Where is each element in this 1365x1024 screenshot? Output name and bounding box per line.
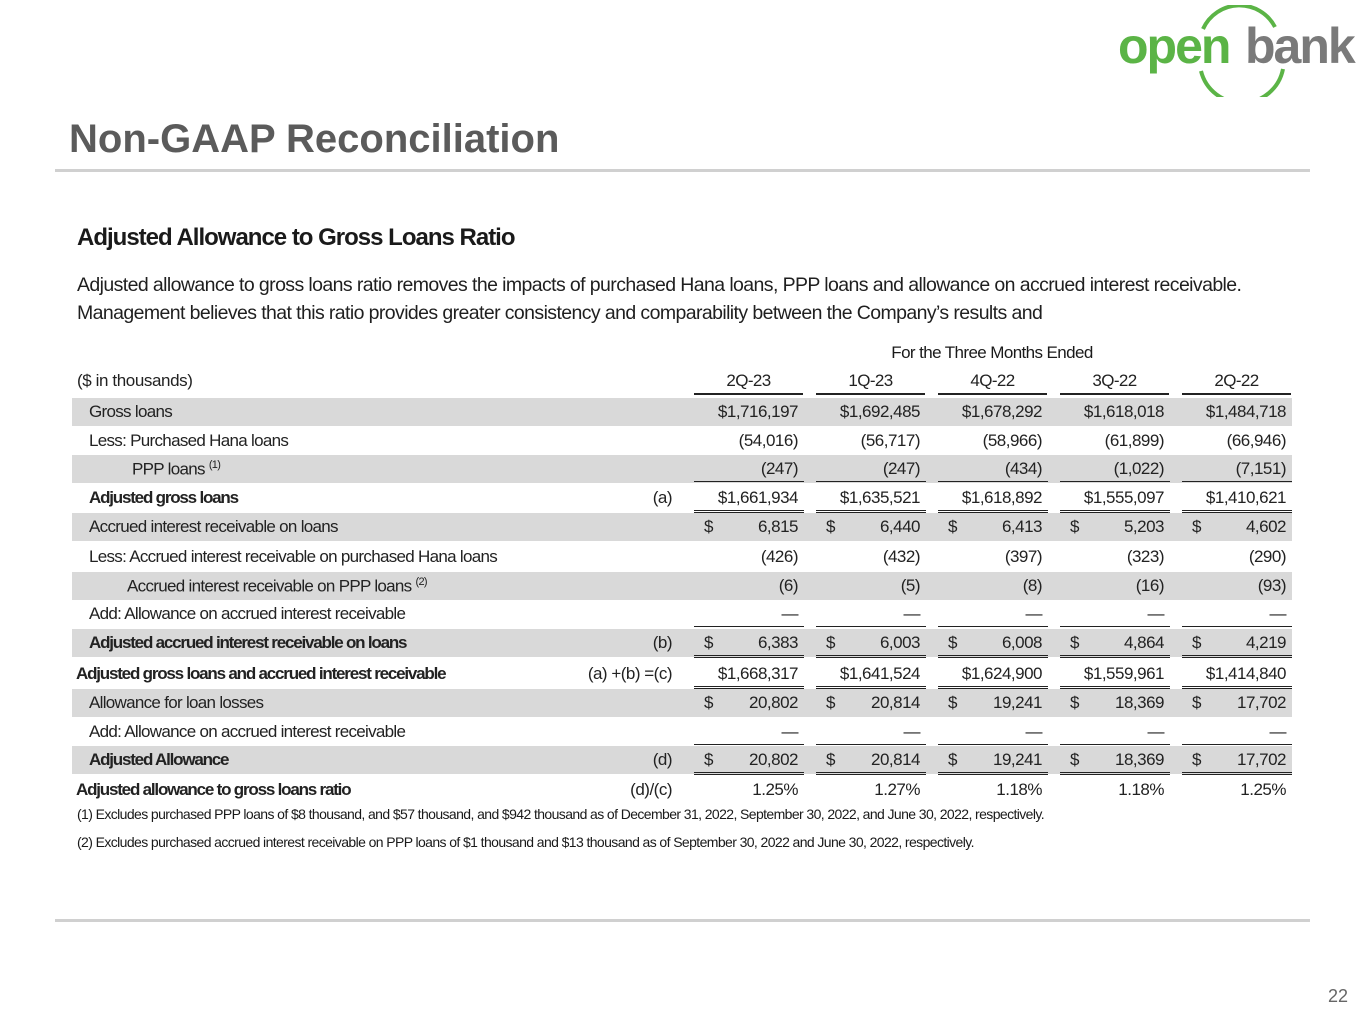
row-label-text: Add: Allowance on accrued interest receivable (89, 604, 406, 623)
table-cell (694, 604, 804, 627)
table-cell (1182, 547, 1292, 569)
table-cell (938, 633, 1048, 658)
row-label (89, 693, 263, 713)
page-number: 22 (1327, 986, 1348, 1006)
page-title: Non-GAAP Reconciliation (69, 117, 560, 161)
cell-value: 4,864 (1123, 633, 1164, 652)
cell-value: (16) (1135, 576, 1164, 595)
currency-symbol: $ (948, 693, 957, 712)
table-row (72, 629, 1292, 657)
table-cell (1182, 693, 1292, 715)
footer-divider (55, 919, 1310, 922)
table-cell (694, 722, 804, 745)
table-cell (694, 633, 804, 658)
cell-value: 20,802 (749, 750, 798, 769)
table-cell (816, 693, 926, 715)
cell-value: — (903, 604, 920, 623)
table-cell (938, 517, 1048, 539)
cell-value: 17,702 (1237, 750, 1286, 769)
table-row (72, 513, 1292, 541)
cell-value: $1,414,840 (1205, 664, 1286, 683)
table-cell (1060, 604, 1170, 627)
cell-value: — (1269, 604, 1286, 623)
cell-value: 18,369 (1115, 750, 1164, 769)
currency-symbol: $ (704, 693, 713, 712)
table-cell (1060, 431, 1170, 453)
table-cell (816, 459, 926, 482)
table-cell (816, 664, 926, 689)
table-cell (694, 459, 804, 482)
table-cell (694, 693, 804, 715)
row-label-text: Allowance for loan losses (89, 693, 264, 712)
table-row (72, 455, 1292, 483)
table-cell (1060, 459, 1170, 482)
column-header: 4Q-22 (938, 371, 1047, 395)
table-cell (1182, 633, 1292, 658)
cell-value: 20,814 (871, 750, 920, 769)
table-cell (816, 402, 926, 424)
cell-value: 6,815 (757, 517, 798, 536)
table-cell (1182, 488, 1292, 513)
currency-symbol: $ (826, 693, 835, 712)
table-cell (816, 722, 926, 745)
cell-value: $1,618,018 (1083, 402, 1164, 421)
cell-value: — (1147, 722, 1164, 741)
row-label (89, 722, 405, 742)
cell-value: (397) (1004, 547, 1042, 566)
cell-value: — (1147, 604, 1164, 623)
table-cell (1060, 402, 1170, 424)
table-cell (1182, 780, 1292, 802)
footnote-marker: (2) (415, 576, 427, 588)
row-label (89, 633, 406, 653)
cell-value: (54,016) (738, 431, 798, 450)
table-cell (1182, 750, 1292, 775)
cell-value: $1,618,892 (961, 488, 1042, 507)
currency-symbol: $ (704, 750, 713, 769)
table-cell (938, 402, 1048, 424)
cell-value: 19,241 (993, 693, 1042, 712)
cell-value: $1,410,621 (1205, 488, 1286, 507)
table-row (72, 600, 1292, 628)
table-cell (816, 517, 926, 539)
currency-symbol: $ (1192, 750, 1201, 769)
cell-value: $1,635,521 (839, 488, 920, 507)
row-label (89, 750, 228, 770)
row-label (132, 459, 220, 480)
cell-value: (5) (900, 576, 920, 595)
row-label (76, 664, 445, 684)
table-row (72, 746, 1292, 774)
currency-symbol: $ (826, 633, 835, 652)
row-label-text: PPP loans (132, 459, 205, 479)
cell-value: $1,678,292 (961, 402, 1042, 421)
cell-value: 1.27% (874, 780, 920, 799)
table-cell (694, 547, 804, 569)
currency-symbol: $ (1070, 750, 1079, 769)
cell-value: 20,814 (871, 693, 920, 712)
currency-symbol: $ (948, 633, 957, 652)
table-cell (938, 431, 1048, 453)
row-reference: (a) (652, 488, 672, 507)
row-label-text: Accrued interest receivable on loans (89, 517, 338, 536)
cell-value: — (1025, 722, 1042, 741)
table-cell (816, 780, 926, 802)
table-cell (694, 576, 804, 598)
currency-symbol: $ (948, 750, 957, 769)
column-header: 2Q-22 (1182, 371, 1291, 395)
cell-value: 6,440 (879, 517, 920, 536)
table-cell (938, 488, 1048, 513)
table-cell (938, 604, 1048, 627)
table-cell (1182, 459, 1292, 482)
cell-value: (247) (760, 459, 798, 478)
table-cell (938, 780, 1048, 802)
title-divider (55, 169, 1310, 172)
table-cell (938, 664, 1048, 689)
row-label-text: Accrued interest receivable on PPP loans (127, 576, 412, 596)
cell-value: 19,241 (993, 750, 1042, 769)
table-row (72, 427, 1292, 455)
cell-value: 6,003 (879, 633, 920, 652)
cell-value: (434) (1004, 459, 1042, 478)
row-label-text: Adjusted gross loans (89, 488, 238, 507)
table-row (72, 543, 1292, 571)
row-label-text: Less: Purchased Hana loans (89, 431, 289, 450)
row-label-text: Less: Accrued interest receivable on purchased Hana loans (89, 547, 498, 566)
column-header: 1Q-23 (816, 371, 925, 395)
table-cell (938, 459, 1048, 482)
cell-value: $1,624,900 (961, 664, 1042, 683)
cell-value: — (903, 722, 920, 741)
row-reference: (d) (652, 750, 672, 769)
openbank-logo (1115, 5, 1360, 97)
currency-symbol: $ (1070, 633, 1079, 652)
cell-value: 1.18% (1118, 780, 1164, 799)
cell-value: (323) (1126, 547, 1164, 566)
cell-value: 4,602 (1245, 517, 1286, 536)
table-row (72, 398, 1292, 426)
table-cell (1060, 547, 1170, 569)
table-cell (938, 722, 1048, 745)
cell-value: (247) (882, 459, 920, 478)
cell-value: $1,661,934 (717, 488, 798, 507)
currency-symbol: $ (1192, 693, 1201, 712)
cell-value: — (1269, 722, 1286, 741)
cell-value: (93) (1257, 576, 1286, 595)
table-cell (694, 488, 804, 513)
table-row (72, 572, 1292, 600)
cell-value: — (781, 604, 798, 623)
cell-value: $1,559,961 (1083, 664, 1164, 683)
table-cell (816, 431, 926, 453)
table-cell (1060, 780, 1170, 802)
logo-text-open: open (1118, 18, 1230, 74)
cell-value: $1,555,097 (1083, 488, 1164, 507)
section-title: Adjusted Allowance to Gross Loans Ratio (77, 224, 515, 251)
cell-value: 6,383 (757, 633, 798, 652)
row-label-text: Adjusted Allowance (89, 750, 229, 769)
row-label-text: Adjusted accrued interest receivable on loans (89, 633, 407, 652)
footnote-marker: (1) (208, 459, 221, 471)
cell-value: 1.25% (1240, 780, 1286, 799)
cell-value: — (781, 722, 798, 741)
table-cell (1060, 488, 1170, 513)
table-cell (816, 488, 926, 513)
row-label (89, 604, 405, 624)
cell-value: (61,899) (1104, 431, 1164, 450)
table-cell (938, 576, 1048, 598)
table-cell (816, 633, 926, 658)
units-label: ($ in thousands) (77, 371, 193, 390)
section-description: Adjusted allowance to gross loans ratio removes the impacts of purchased Hana loans, PPP loans and allowance on accrued interest receivable. Management believes that this ratio provides greater consistency and comparability between the Company’s results and (77, 274, 1242, 324)
table-row (72, 484, 1292, 512)
currency-symbol: $ (1192, 517, 1201, 536)
row-label-text: Add: Allowance on accrued interest receivable (89, 722, 406, 741)
cell-value: 20,802 (749, 693, 798, 712)
cell-value: $1,716,197 (717, 402, 798, 421)
cell-value: (58,966) (982, 431, 1042, 450)
table-cell (1060, 664, 1170, 689)
table-row (72, 689, 1292, 717)
row-reference: (d)/(c) (630, 780, 672, 799)
table-cell (938, 547, 1048, 569)
currency-symbol: $ (704, 517, 713, 536)
row-label (127, 576, 427, 597)
table-cell (694, 664, 804, 689)
table-cell (938, 693, 1048, 715)
table-cell (816, 547, 926, 569)
table-cell (694, 431, 804, 453)
table-cell (816, 604, 926, 627)
table-cell (694, 780, 804, 802)
table-cell (1182, 576, 1292, 598)
cell-value: 1.18% (996, 780, 1042, 799)
table-cell (694, 517, 804, 539)
row-label (89, 431, 288, 451)
cell-value: 4,219 (1245, 633, 1286, 652)
column-header: 2Q-23 (694, 371, 803, 395)
table-cell (1060, 750, 1170, 775)
table-cell (1182, 431, 1292, 453)
row-label-text: Gross loans (89, 402, 173, 421)
row-label (76, 780, 350, 800)
table-cell (1060, 576, 1170, 598)
row-label-text: Adjusted gross loans and accrued interest receivable (76, 664, 446, 683)
row-label (89, 402, 172, 422)
cell-value: (66,946) (1226, 431, 1286, 450)
table-cell (1060, 722, 1170, 745)
table-cell (938, 750, 1048, 775)
cell-value: 1.25% (752, 780, 798, 799)
cell-value: (290) (1248, 547, 1286, 566)
table-cell (816, 750, 926, 775)
currency-symbol: $ (1070, 693, 1079, 712)
row-label-text: Adjusted allowance to gross loans ratio (76, 780, 351, 799)
table-cell (1182, 604, 1292, 627)
table-cell (1060, 693, 1170, 715)
currency-symbol: $ (826, 750, 835, 769)
logo-text-bank: bank (1245, 18, 1354, 74)
table-cell (1060, 517, 1170, 539)
table-cell (816, 576, 926, 598)
cell-value: 18,369 (1115, 693, 1164, 712)
table-cell (1182, 722, 1292, 745)
row-reference: (a) +(b) =(c) (587, 664, 672, 683)
period-header: For the Three Months Ended (891, 343, 1093, 362)
row-reference: (b) (652, 633, 672, 652)
currency-symbol: $ (826, 517, 835, 536)
currency-symbol: $ (948, 517, 957, 536)
cell-value: $1,668,317 (717, 664, 798, 683)
cell-value: 5,203 (1123, 517, 1164, 536)
cell-value: $1,484,718 (1205, 402, 1286, 421)
table-row (72, 776, 1292, 804)
table-cell (694, 750, 804, 775)
column-header: 3Q-22 (1060, 371, 1169, 395)
currency-symbol: $ (1192, 633, 1201, 652)
table-row (72, 660, 1292, 688)
cell-value: 6,413 (1001, 517, 1042, 536)
cell-value: (8) (1022, 576, 1042, 595)
table-row (72, 718, 1292, 746)
cell-value: (56,717) (860, 431, 920, 450)
footnote-1: (1) Excludes purchased PPP loans of $8 thousand, and $57 thousand, and $942 thousand as of December 31, 2022, September 30, 2022, and June 30, 2022, respectively. (77, 806, 1045, 822)
currency-symbol: $ (704, 633, 713, 652)
footnote-2: (2) Excludes purchased accrued interest receivable on PPP loans of $1 thousand and $13 thousand as of September 30, 2022 and June 30, 2022, respectively. (77, 834, 974, 850)
cell-value: (7,151) (1235, 459, 1286, 478)
table-cell (1060, 633, 1170, 658)
row-label (89, 488, 238, 508)
cell-value: 17,702 (1237, 693, 1286, 712)
table-cell (1182, 402, 1292, 424)
table-cell (694, 402, 804, 424)
cell-value: 6,008 (1001, 633, 1042, 652)
cell-value: $1,692,485 (839, 402, 920, 421)
row-label (89, 547, 497, 567)
cell-value: $1,641,524 (839, 664, 920, 683)
cell-value: (6) (778, 576, 798, 595)
cell-value: (1,022) (1113, 459, 1164, 478)
table-cell (1182, 664, 1292, 689)
row-label (89, 517, 338, 537)
currency-symbol: $ (1070, 517, 1079, 536)
cell-value: (426) (760, 547, 798, 566)
cell-value: — (1025, 604, 1042, 623)
table-cell (1182, 517, 1292, 539)
cell-value: (432) (882, 547, 920, 566)
